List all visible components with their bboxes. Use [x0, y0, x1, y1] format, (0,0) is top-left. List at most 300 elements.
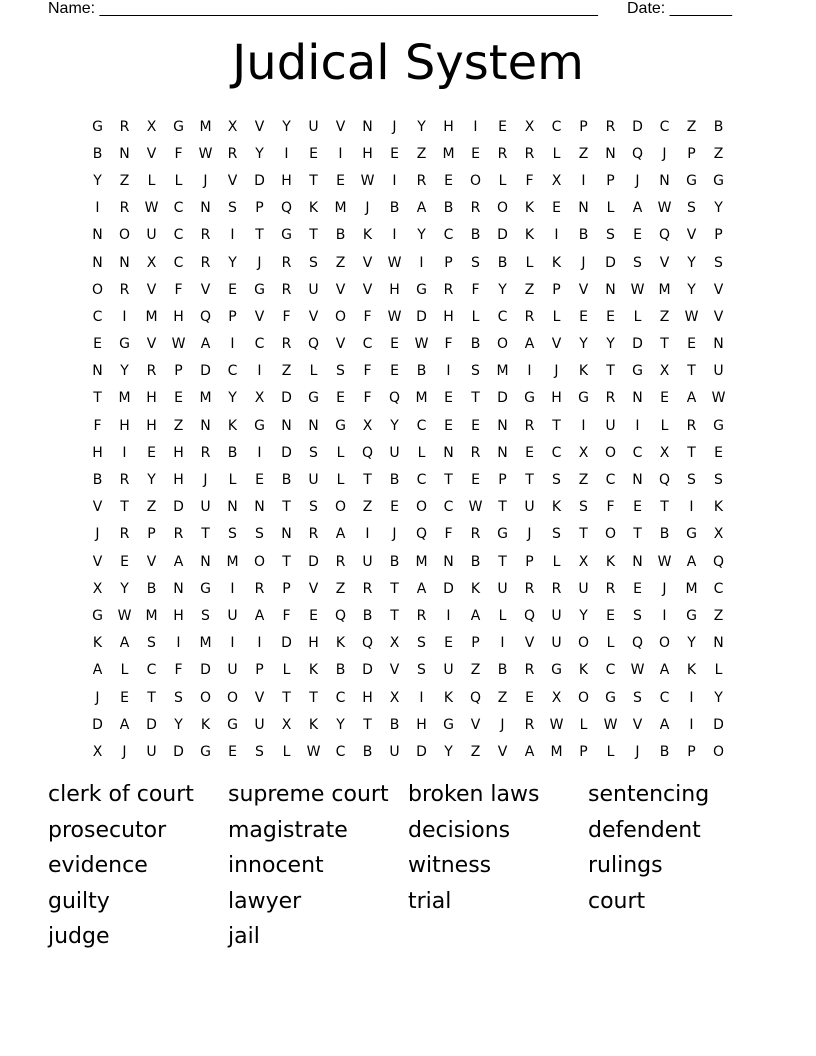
grid-letter[interactable]: L: [282, 662, 291, 679]
grid-letter[interactable]: V: [497, 743, 508, 760]
grid-letter[interactable]: J: [95, 689, 100, 706]
grid-letter[interactable]: R: [119, 472, 130, 489]
grid-letter[interactable]: N: [659, 172, 670, 189]
grid-letter[interactable]: B: [470, 336, 481, 353]
grid-letter[interactable]: U: [551, 607, 562, 624]
grid-letter[interactable]: Z: [281, 363, 292, 380]
grid-letter[interactable]: G: [686, 526, 697, 543]
grid-letter[interactable]: Q: [388, 390, 401, 407]
grid-letter[interactable]: N: [605, 145, 616, 162]
grid-letter[interactable]: Z: [578, 145, 589, 162]
grid-letter[interactable]: J: [95, 526, 100, 543]
grid-letter[interactable]: L: [714, 662, 723, 679]
grid-letter[interactable]: C: [659, 689, 670, 706]
grid-letter[interactable]: G: [335, 417, 346, 434]
grid-letter[interactable]: G: [119, 336, 130, 353]
grid-letter[interactable]: R: [686, 417, 697, 434]
grid-letter[interactable]: L: [228, 472, 237, 489]
grid-letter[interactable]: O: [658, 635, 671, 652]
grid-letter[interactable]: X: [578, 444, 589, 461]
grid-letter[interactable]: F: [174, 662, 183, 679]
grid-letter[interactable]: P: [552, 281, 561, 298]
grid-letter[interactable]: M: [658, 281, 671, 298]
grid-letter[interactable]: K: [308, 200, 319, 217]
grid-letter[interactable]: E: [471, 472, 480, 489]
grid-letter[interactable]: V: [362, 281, 373, 298]
grid-letter[interactable]: Q: [280, 200, 293, 217]
grid-letter[interactable]: W: [630, 281, 645, 298]
grid-letter[interactable]: P: [255, 662, 264, 679]
grid-letter[interactable]: E: [606, 308, 615, 325]
grid-letter[interactable]: S: [417, 635, 426, 652]
grid-letter[interactable]: T: [282, 499, 291, 516]
grid-letter[interactable]: A: [119, 716, 130, 733]
grid-letter[interactable]: K: [335, 635, 346, 652]
grid-letter[interactable]: E: [390, 499, 399, 516]
grid-letter[interactable]: L: [309, 363, 318, 380]
grid-letter[interactable]: E: [255, 472, 264, 489]
grid-letter[interactable]: E: [444, 390, 453, 407]
grid-letter[interactable]: E: [525, 689, 534, 706]
grid-letter[interactable]: C: [362, 336, 373, 353]
grid-letter[interactable]: G: [632, 363, 643, 380]
grid-letter[interactable]: R: [146, 363, 157, 380]
grid-letter[interactable]: C: [173, 227, 184, 244]
grid-letter[interactable]: Y: [579, 607, 588, 624]
grid-letter[interactable]: X: [578, 553, 589, 570]
grid-letter[interactable]: I: [689, 689, 694, 706]
grid-letter[interactable]: X: [659, 444, 670, 461]
grid-letter[interactable]: K: [308, 662, 319, 679]
grid-letter[interactable]: A: [200, 336, 211, 353]
grid-letter[interactable]: Q: [361, 444, 374, 461]
grid-letter[interactable]: M: [685, 580, 698, 597]
grid-letter[interactable]: X: [92, 580, 103, 597]
grid-letter[interactable]: R: [524, 417, 535, 434]
grid-letter[interactable]: A: [659, 662, 670, 679]
grid-letter[interactable]: S: [255, 526, 264, 543]
grid-letter[interactable]: I: [230, 580, 235, 597]
grid-letter[interactable]: T: [498, 499, 507, 516]
grid-letter[interactable]: P: [282, 580, 291, 597]
grid-letter[interactable]: B: [497, 254, 508, 271]
grid-letter[interactable]: D: [416, 308, 427, 325]
grid-letter[interactable]: H: [173, 444, 184, 461]
grid-letter[interactable]: G: [686, 607, 697, 624]
grid-letter[interactable]: J: [527, 526, 532, 543]
grid-letter[interactable]: D: [497, 227, 508, 244]
grid-letter[interactable]: P: [687, 743, 696, 760]
grid-letter[interactable]: X: [389, 689, 400, 706]
grid-letter[interactable]: N: [92, 227, 103, 244]
grid-letter[interactable]: E: [444, 635, 453, 652]
grid-letter[interactable]: M: [226, 553, 239, 570]
grid-letter[interactable]: S: [471, 363, 480, 380]
grid-letter[interactable]: K: [686, 662, 697, 679]
grid-letter[interactable]: H: [146, 390, 157, 407]
grid-letter[interactable]: H: [281, 172, 292, 189]
grid-letter[interactable]: W: [468, 499, 483, 516]
grid-letter[interactable]: R: [254, 580, 265, 597]
grid-letter[interactable]: M: [415, 553, 428, 570]
grid-letter[interactable]: D: [362, 662, 373, 679]
grid-letter[interactable]: W: [684, 308, 699, 325]
grid-letter[interactable]: E: [444, 417, 453, 434]
grid-letter[interactable]: A: [335, 526, 346, 543]
grid-letter[interactable]: X: [551, 172, 562, 189]
name-field[interactable]: Name: ________________________________________________________: [48, 0, 598, 17]
grid-letter[interactable]: M: [199, 118, 212, 135]
grid-letter[interactable]: C: [92, 308, 103, 325]
grid-letter[interactable]: B: [146, 580, 157, 597]
grid-letter[interactable]: Y: [687, 281, 696, 298]
grid-letter[interactable]: B: [362, 743, 373, 760]
grid-letter[interactable]: R: [200, 254, 211, 271]
grid-letter[interactable]: I: [473, 118, 478, 135]
grid-letter[interactable]: C: [173, 200, 184, 217]
grid-letter[interactable]: X: [551, 689, 562, 706]
grid-letter[interactable]: C: [551, 444, 562, 461]
grid-letter[interactable]: N: [200, 200, 211, 217]
grid-letter[interactable]: I: [338, 145, 343, 162]
grid-letter[interactable]: Q: [712, 553, 725, 570]
grid-letter[interactable]: J: [122, 743, 127, 760]
grid-letter[interactable]: R: [524, 580, 535, 597]
grid-letter[interactable]: I: [662, 607, 667, 624]
grid-letter[interactable]: A: [659, 716, 670, 733]
grid-letter[interactable]: Y: [687, 635, 696, 652]
grid-letter[interactable]: X: [254, 390, 265, 407]
grid-letter[interactable]: H: [173, 472, 184, 489]
grid-letter[interactable]: R: [443, 281, 454, 298]
grid-letter[interactable]: I: [230, 635, 235, 652]
grid-letter[interactable]: A: [416, 200, 427, 217]
grid-letter[interactable]: C: [605, 662, 616, 679]
grid-letter[interactable]: V: [578, 281, 589, 298]
grid-letter[interactable]: A: [524, 336, 535, 353]
grid-letter[interactable]: E: [471, 417, 480, 434]
grid-letter[interactable]: V: [146, 553, 157, 570]
grid-letter[interactable]: K: [578, 363, 589, 380]
grid-letter[interactable]: V: [362, 254, 373, 271]
grid-letter[interactable]: Z: [659, 308, 670, 325]
grid-letter[interactable]: T: [660, 499, 669, 516]
grid-letter[interactable]: J: [203, 472, 208, 489]
grid-letter[interactable]: L: [633, 308, 642, 325]
grid-letter[interactable]: C: [632, 444, 643, 461]
grid-letter[interactable]: N: [119, 254, 130, 271]
grid-letter[interactable]: E: [633, 580, 642, 597]
grid-letter[interactable]: V: [713, 308, 724, 325]
grid-letter[interactable]: L: [471, 308, 480, 325]
grid-letter[interactable]: S: [309, 254, 318, 271]
grid-letter[interactable]: Y: [174, 716, 183, 733]
grid-letter[interactable]: E: [633, 499, 642, 516]
grid-letter[interactable]: L: [606, 743, 615, 760]
grid-letter[interactable]: D: [416, 743, 427, 760]
grid-letter[interactable]: T: [255, 227, 264, 244]
grid-letter[interactable]: T: [309, 172, 318, 189]
grid-letter[interactable]: U: [146, 743, 157, 760]
date-field[interactable]: Date: _______: [627, 0, 732, 17]
grid-letter[interactable]: R: [173, 526, 184, 543]
grid-letter[interactable]: Y: [687, 254, 696, 271]
grid-letter[interactable]: W: [144, 200, 159, 217]
grid-letter[interactable]: G: [713, 172, 724, 189]
grid-letter[interactable]: R: [119, 118, 130, 135]
grid-letter[interactable]: E: [525, 444, 534, 461]
grid-letter[interactable]: N: [713, 635, 724, 652]
grid-letter[interactable]: C: [146, 662, 157, 679]
grid-letter[interactable]: Z: [335, 254, 346, 271]
grid-letter[interactable]: R: [605, 390, 616, 407]
grid-letter[interactable]: W: [414, 336, 429, 353]
grid-letter[interactable]: B: [470, 227, 481, 244]
grid-letter[interactable]: F: [444, 336, 453, 353]
grid-letter[interactable]: E: [633, 227, 642, 244]
grid-letter[interactable]: S: [147, 635, 156, 652]
grid-letter[interactable]: K: [551, 499, 562, 516]
grid-letter[interactable]: W: [171, 336, 186, 353]
grid-letter[interactable]: D: [92, 716, 103, 733]
grid-letter[interactable]: E: [687, 336, 696, 353]
grid-letter[interactable]: T: [687, 444, 696, 461]
grid-letter[interactable]: H: [92, 444, 103, 461]
grid-letter[interactable]: I: [635, 417, 640, 434]
grid-letter[interactable]: Y: [444, 743, 453, 760]
grid-letter[interactable]: U: [254, 716, 265, 733]
grid-letter[interactable]: T: [660, 336, 669, 353]
grid-letter[interactable]: K: [227, 417, 238, 434]
grid-letter[interactable]: I: [176, 635, 181, 652]
grid-letter[interactable]: K: [362, 227, 373, 244]
grid-letter[interactable]: F: [471, 281, 480, 298]
grid-letter[interactable]: P: [174, 363, 183, 380]
grid-letter[interactable]: H: [416, 716, 427, 733]
grid-letter[interactable]: F: [606, 499, 615, 516]
grid-letter[interactable]: T: [579, 526, 588, 543]
grid-letter[interactable]: D: [200, 363, 211, 380]
grid-letter[interactable]: S: [174, 689, 183, 706]
grid-letter[interactable]: S: [228, 200, 237, 217]
grid-letter[interactable]: N: [200, 417, 211, 434]
grid-letter[interactable]: T: [363, 472, 372, 489]
grid-letter[interactable]: Y: [147, 472, 156, 489]
grid-letter[interactable]: S: [714, 472, 723, 489]
grid-letter[interactable]: H: [443, 118, 454, 135]
grid-letter[interactable]: V: [308, 308, 319, 325]
grid-letter[interactable]: C: [497, 308, 508, 325]
grid-letter[interactable]: G: [605, 689, 616, 706]
grid-letter[interactable]: N: [227, 499, 238, 516]
grid-letter[interactable]: Y: [579, 336, 588, 353]
grid-letter[interactable]: Y: [417, 118, 426, 135]
grid-letter[interactable]: F: [282, 308, 291, 325]
grid-letter[interactable]: P: [255, 200, 264, 217]
grid-letter[interactable]: O: [577, 689, 590, 706]
grid-letter[interactable]: Y: [228, 390, 237, 407]
grid-letter[interactable]: R: [227, 145, 238, 162]
grid-letter[interactable]: A: [92, 662, 103, 679]
grid-letter[interactable]: B: [389, 553, 400, 570]
grid-letter[interactable]: N: [497, 444, 508, 461]
grid-letter[interactable]: N: [308, 417, 319, 434]
grid-letter[interactable]: V: [308, 580, 319, 597]
grid-letter[interactable]: H: [173, 308, 184, 325]
grid-letter[interactable]: U: [227, 662, 238, 679]
grid-letter[interactable]: S: [471, 254, 480, 271]
grid-letter[interactable]: K: [578, 662, 589, 679]
grid-letter[interactable]: U: [362, 553, 373, 570]
grid-letter[interactable]: G: [308, 390, 319, 407]
grid-letter[interactable]: I: [446, 607, 451, 624]
grid-letter[interactable]: R: [200, 227, 211, 244]
grid-letter[interactable]: V: [254, 308, 265, 325]
grid-letter[interactable]: X: [146, 254, 157, 271]
grid-letter[interactable]: I: [392, 172, 397, 189]
grid-letter[interactable]: R: [524, 716, 535, 733]
grid-letter[interactable]: Z: [146, 499, 157, 516]
grid-letter[interactable]: R: [497, 145, 508, 162]
grid-letter[interactable]: I: [257, 444, 262, 461]
grid-letter[interactable]: L: [336, 472, 345, 489]
grid-letter[interactable]: B: [389, 200, 400, 217]
grid-letter[interactable]: F: [525, 172, 534, 189]
grid-letter[interactable]: H: [173, 607, 184, 624]
grid-letter[interactable]: C: [227, 363, 238, 380]
grid-letter[interactable]: U: [389, 444, 400, 461]
grid-letter[interactable]: K: [443, 689, 454, 706]
grid-letter[interactable]: J: [581, 254, 586, 271]
grid-letter[interactable]: D: [281, 444, 292, 461]
grid-letter[interactable]: U: [308, 281, 319, 298]
grid-letter[interactable]: X: [389, 635, 400, 652]
grid-letter[interactable]: F: [93, 417, 102, 434]
grid-letter[interactable]: E: [120, 689, 129, 706]
grid-letter[interactable]: E: [606, 607, 615, 624]
grid-letter[interactable]: G: [254, 417, 265, 434]
grid-letter[interactable]: B: [335, 227, 346, 244]
grid-letter[interactable]: G: [551, 662, 562, 679]
grid-letter[interactable]: Y: [714, 689, 723, 706]
grid-letter[interactable]: S: [633, 254, 642, 271]
grid-letter[interactable]: S: [687, 200, 696, 217]
grid-letter[interactable]: T: [201, 526, 210, 543]
grid-letter[interactable]: N: [632, 472, 643, 489]
grid-letter[interactable]: Y: [282, 118, 291, 135]
grid-letter[interactable]: E: [336, 390, 345, 407]
grid-letter[interactable]: W: [387, 254, 402, 271]
grid-letter[interactable]: V: [524, 635, 535, 652]
grid-letter[interactable]: P: [579, 743, 588, 760]
grid-letter[interactable]: G: [254, 281, 265, 298]
grid-letter[interactable]: R: [416, 172, 427, 189]
grid-letter[interactable]: B: [92, 472, 103, 489]
grid-letter[interactable]: M: [550, 743, 563, 760]
grid-letter[interactable]: G: [497, 526, 508, 543]
grid-letter[interactable]: W: [711, 390, 726, 407]
grid-letter[interactable]: E: [444, 172, 453, 189]
grid-letter[interactable]: G: [524, 390, 535, 407]
grid-letter[interactable]: P: [687, 145, 696, 162]
grid-letter[interactable]: C: [173, 254, 184, 271]
grid-letter[interactable]: P: [714, 227, 723, 244]
grid-letter[interactable]: T: [552, 417, 561, 434]
grid-letter[interactable]: C: [416, 417, 427, 434]
grid-letter[interactable]: P: [606, 172, 615, 189]
grid-letter[interactable]: N: [578, 200, 589, 217]
grid-letter[interactable]: E: [228, 743, 237, 760]
grid-letter[interactable]: H: [362, 145, 373, 162]
grid-letter[interactable]: B: [713, 118, 724, 135]
grid-letter[interactable]: X: [146, 118, 157, 135]
grid-letter[interactable]: J: [554, 363, 559, 380]
grid-letter[interactable]: E: [498, 118, 507, 135]
grid-letter[interactable]: I: [500, 635, 505, 652]
grid-letter[interactable]: Z: [578, 472, 589, 489]
grid-letter[interactable]: S: [552, 472, 561, 489]
grid-letter[interactable]: R: [362, 580, 373, 597]
grid-letter[interactable]: O: [496, 336, 509, 353]
grid-letter[interactable]: I: [689, 716, 694, 733]
grid-letter[interactable]: U: [308, 118, 319, 135]
grid-letter[interactable]: B: [389, 472, 400, 489]
grid-letter[interactable]: T: [471, 390, 480, 407]
grid-letter[interactable]: P: [579, 118, 588, 135]
grid-letter[interactable]: L: [120, 662, 129, 679]
grid-letter[interactable]: U: [146, 227, 157, 244]
grid-letter[interactable]: H: [443, 308, 454, 325]
grid-letter[interactable]: W: [603, 716, 618, 733]
grid-letter[interactable]: V: [146, 281, 157, 298]
grid-letter[interactable]: V: [632, 716, 643, 733]
grid-letter[interactable]: G: [281, 227, 292, 244]
grid-letter[interactable]: I: [122, 444, 127, 461]
grid-letter[interactable]: R: [119, 281, 130, 298]
grid-letter[interactable]: E: [147, 444, 156, 461]
grid-letter[interactable]: Q: [334, 607, 347, 624]
grid-letter[interactable]: L: [174, 172, 183, 189]
grid-letter[interactable]: J: [662, 145, 667, 162]
grid-letter[interactable]: W: [549, 716, 564, 733]
grid-letter[interactable]: F: [444, 526, 453, 543]
grid-letter[interactable]: I: [95, 200, 100, 217]
grid-letter[interactable]: I: [446, 363, 451, 380]
grid-letter[interactable]: X: [524, 118, 535, 135]
grid-letter[interactable]: T: [282, 689, 291, 706]
grid-letter[interactable]: R: [119, 526, 130, 543]
grid-letter[interactable]: D: [173, 743, 184, 760]
grid-letter[interactable]: N: [200, 553, 211, 570]
grid-letter[interactable]: I: [581, 417, 586, 434]
grid-letter[interactable]: Z: [119, 172, 130, 189]
grid-letter[interactable]: L: [606, 635, 615, 652]
grid-letter[interactable]: W: [360, 172, 375, 189]
grid-letter[interactable]: R: [551, 580, 562, 597]
grid-letter[interactable]: I: [257, 363, 262, 380]
grid-letter[interactable]: G: [713, 417, 724, 434]
grid-letter[interactable]: E: [228, 281, 237, 298]
grid-letter[interactable]: O: [199, 689, 212, 706]
grid-letter[interactable]: G: [578, 390, 589, 407]
grid-letter[interactable]: S: [309, 444, 318, 461]
grid-letter[interactable]: F: [363, 363, 372, 380]
grid-letter[interactable]: G: [416, 281, 427, 298]
grid-letter[interactable]: A: [173, 553, 184, 570]
grid-letter[interactable]: T: [687, 363, 696, 380]
grid-letter[interactable]: S: [633, 689, 642, 706]
grid-letter[interactable]: Z: [362, 499, 373, 516]
